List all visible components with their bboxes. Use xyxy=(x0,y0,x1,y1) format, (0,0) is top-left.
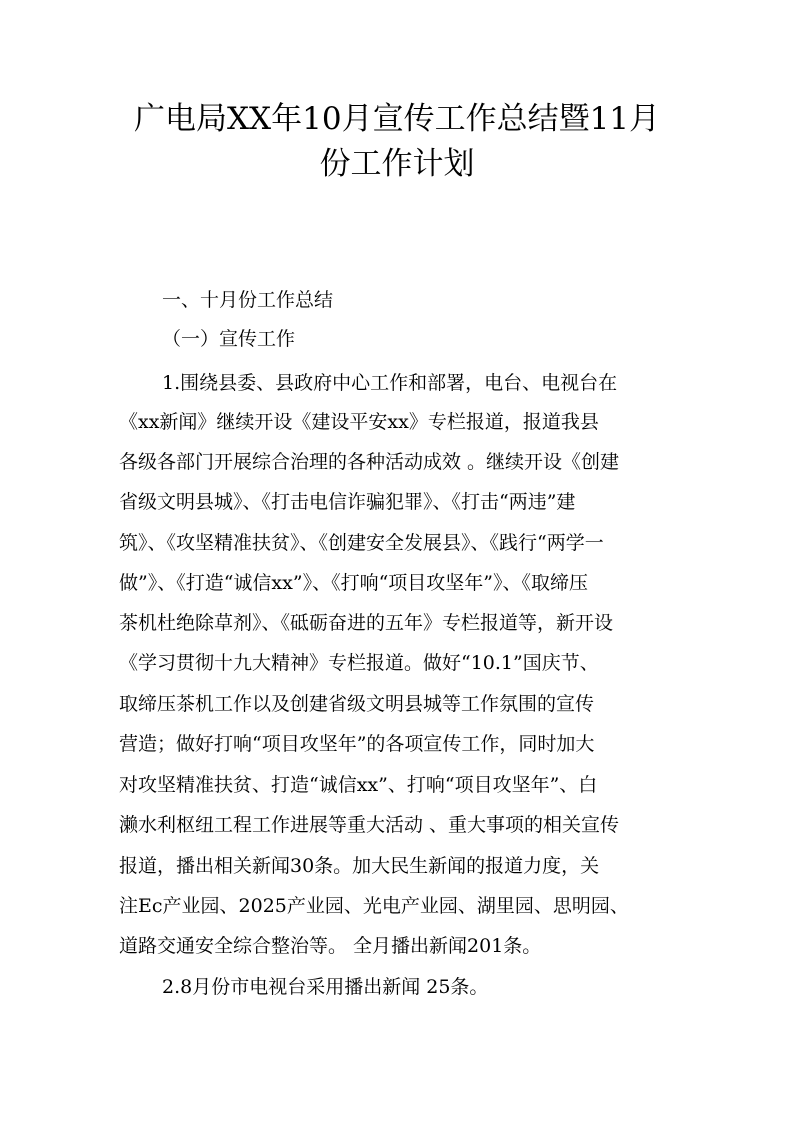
paragraph-line: 营造；做好打响“项目攻坚年”的各项宣传工作，同时加大 xyxy=(119,733,595,755)
paragraph-line: 做”》、《打造“诚信xx”》、《打响“项目攻坚年”》、《取缔压 xyxy=(119,572,588,594)
paragraph-line: 《xx新闻》继续开设《建设平安xx》专栏报道，报道我县 xyxy=(119,411,599,433)
item-2-paragraph: 2.8月份市电视台采用播出新闻 25条。 xyxy=(162,976,489,998)
section-heading: 一、十月份工作总结 xyxy=(162,289,334,311)
document-title-line-1: 广电局XX年10月宣传工作总结暨11月 xyxy=(133,101,661,137)
paragraph-line: 筑》、《攻坚精准扶贫》、《创建安全发展县》、《践行“两学一 xyxy=(119,532,604,554)
paragraph-line: 濑水利枢纽工程工作进展等重大活动 、重大事项的相关宣传 xyxy=(119,814,620,836)
paragraph-line: 《学习贯彻十九大精神》专栏报道。做好“10.1”国庆节、 xyxy=(119,652,599,674)
paragraph-line: 茶机杜绝除草剂》、《砥砺奋进的五年》专栏报道等，新开设 xyxy=(119,612,614,634)
paragraph-line: 注Ec产业园、2025产业园、光电产业园、湖里园、思明园、 xyxy=(119,895,629,917)
paragraph-line: 道路交通安全综合整治等。 全月播出新闻201条。 xyxy=(119,935,542,957)
paragraph-line: 省级文明县城》、《打击电信诈骗犯罪》、《打击“两违”建 xyxy=(119,491,576,513)
paragraph-line: 1.围绕县委、县政府中心工作和部署，电台、电视台在 xyxy=(162,372,618,394)
paragraph-line: 对攻坚精准扶贫、打造“诚信xx”、打响“项目攻坚年”、白 xyxy=(119,774,598,796)
subsection-heading: （一）宣传工作 xyxy=(162,328,296,350)
paragraph-line: 各级各部门开展综合治理的各种活动成效 。继续开设《创建 xyxy=(119,451,620,473)
paragraph-line: 报道，播出相关新闻30条。加大民生新闻的报道力度，关 xyxy=(119,855,600,877)
document-title-line-2: 份工作计划 xyxy=(319,146,475,182)
paragraph-line: 取缔压茶机工作以及创建省级文明县城等工作氛围的宣传 xyxy=(119,693,595,715)
